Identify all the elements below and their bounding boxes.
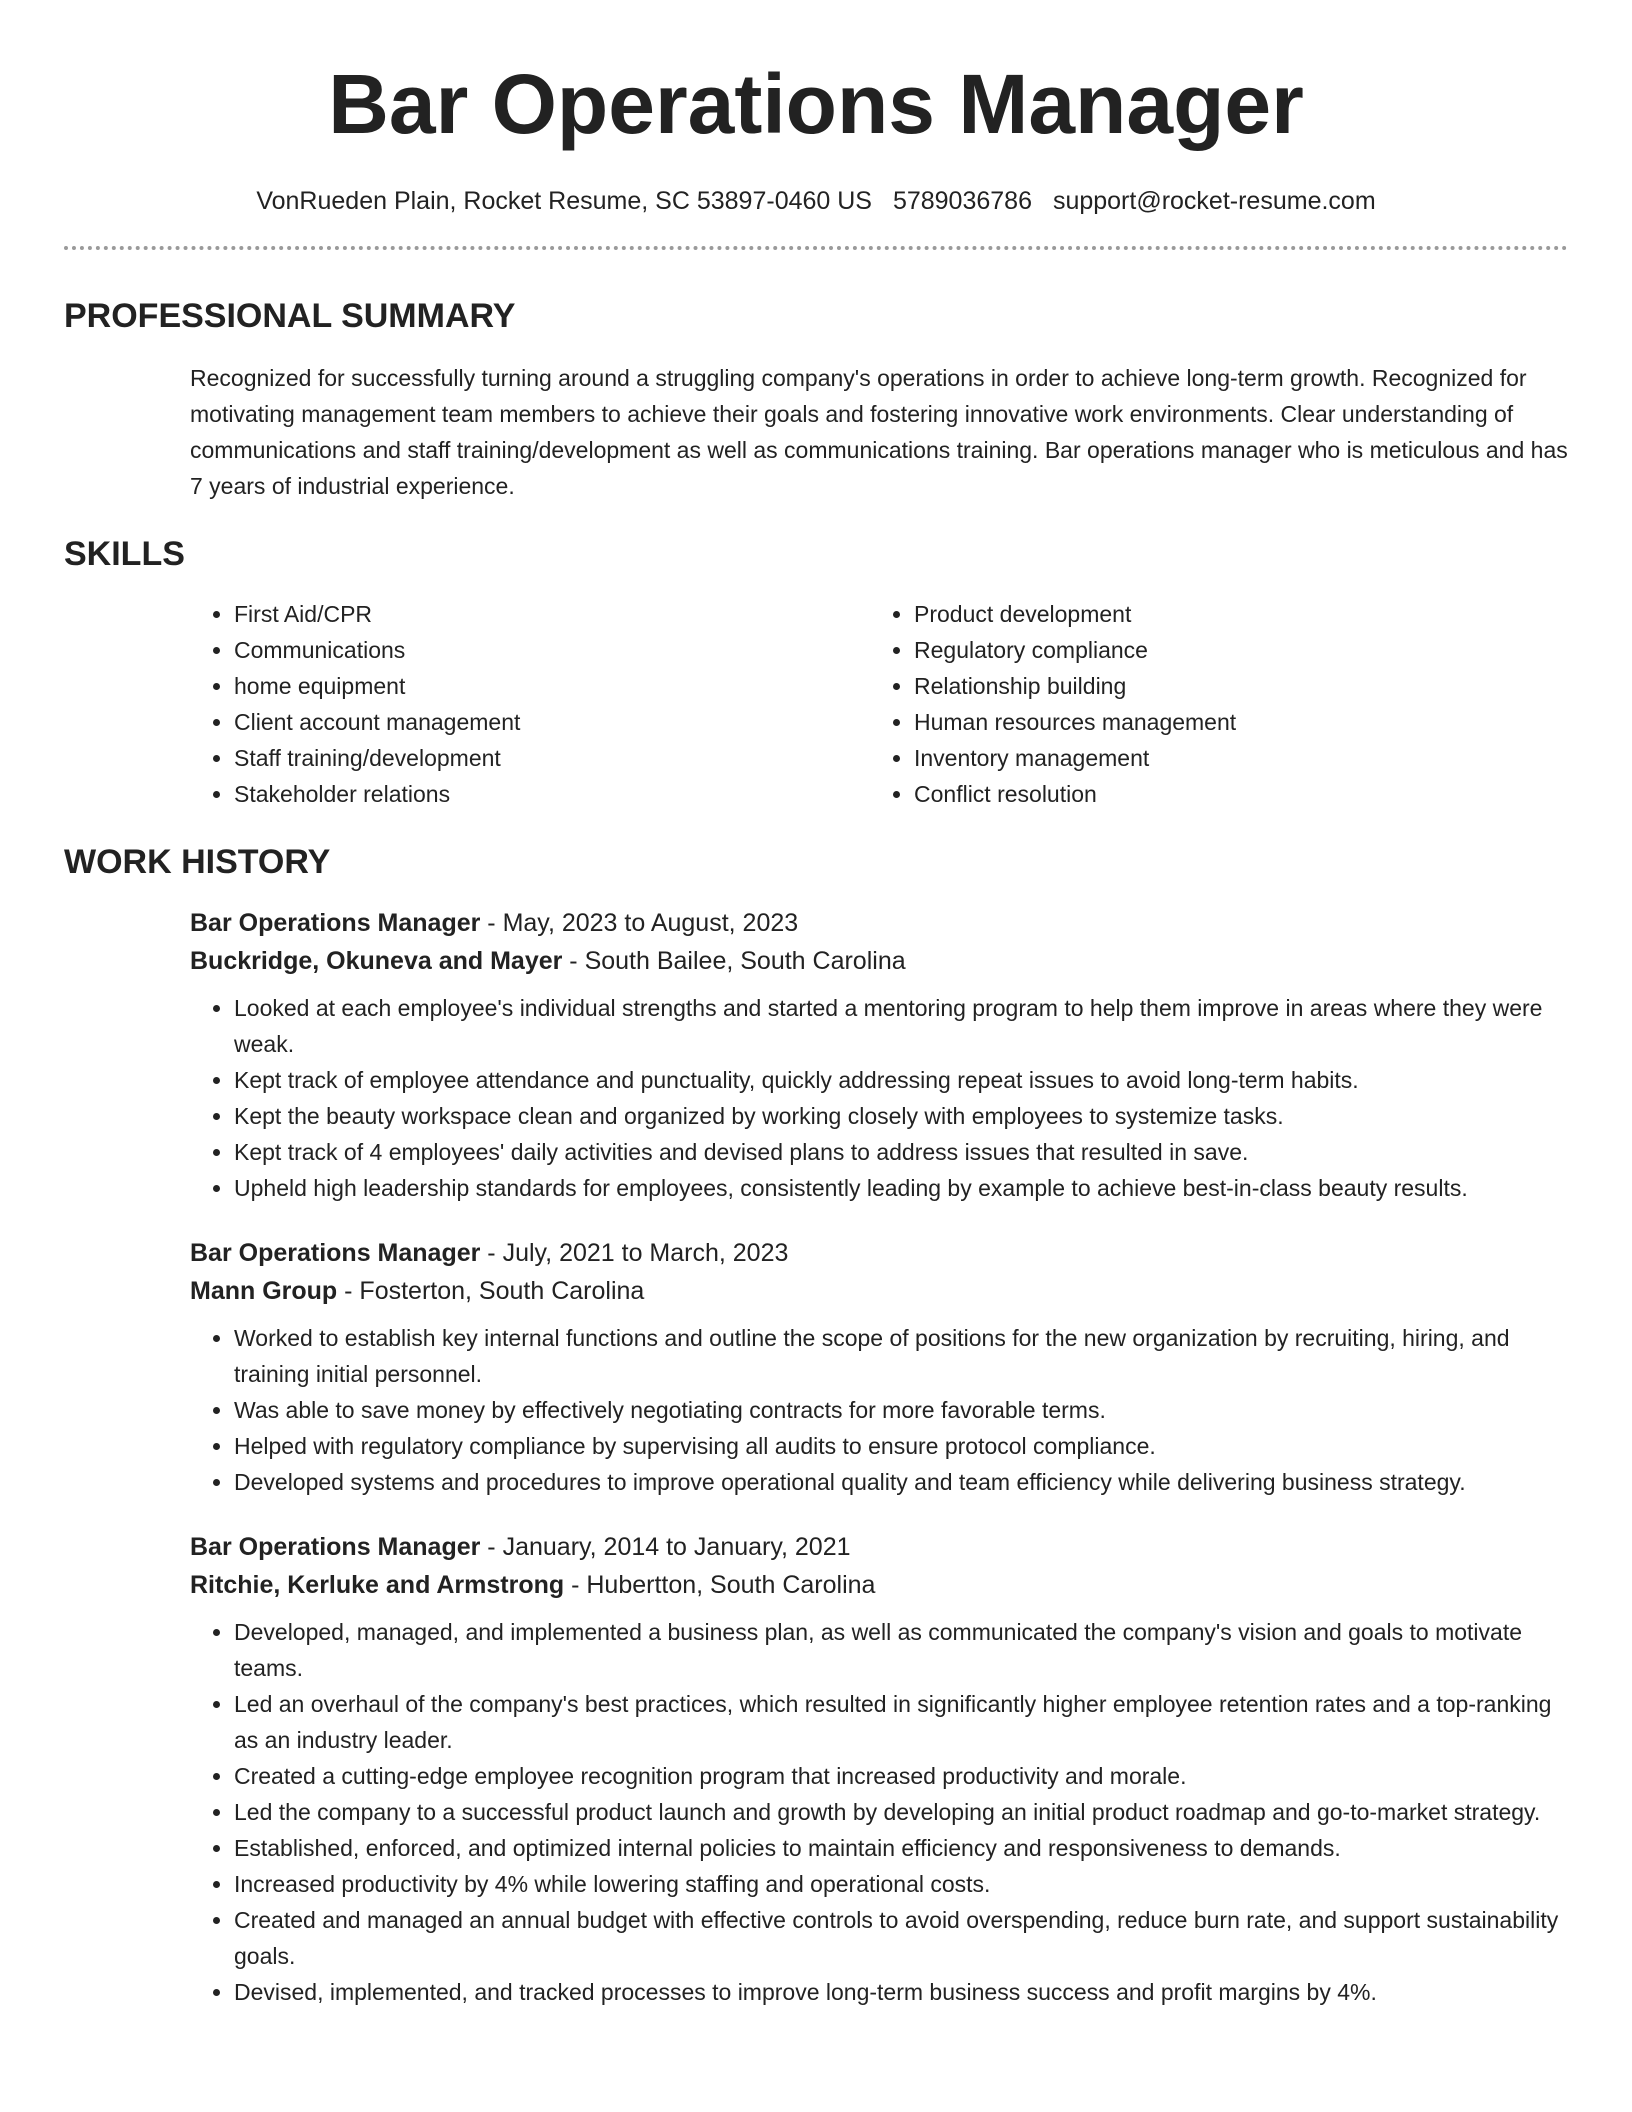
- job-bullet: • Led an overhaul of the company's best practices, which resulted in significantly higher employee retention rates and a top-ranking as an industry leader.: [234, 1686, 1568, 1758]
- job-dates: - May, 2023 to August, 2023: [480, 909, 799, 937]
- job-bullets: [190, 1614, 1568, 2010]
- skill-item: • home equipment: [234, 668, 870, 704]
- job-bullet: • Looked at each employee's individual strengths and started a mentoring program to help them improve in areas where they were weak.: [234, 990, 1568, 1062]
- job-entry: [190, 1528, 1568, 2010]
- skills-title: SKILLS: [64, 535, 185, 573]
- header-divider: [64, 246, 1568, 250]
- job-role: Bar Operations Manager: [190, 909, 481, 937]
- job-company-line: [190, 1566, 1568, 1604]
- job-bullet: • Increased productivity by 4% while lowering staffing and operational costs.: [234, 1866, 1568, 1902]
- contact-line: [64, 184, 1568, 218]
- skills-grid: [190, 596, 1568, 812]
- job-company-line: [190, 942, 1568, 980]
- skill-item: • Communications: [234, 632, 870, 668]
- job-bullets: [190, 1320, 1568, 1500]
- job-location: - South Bailee, South Carolina: [562, 947, 906, 975]
- contact-phone: 5789036786: [892, 187, 1032, 215]
- job-dates: - July, 2021 to March, 2023: [480, 1239, 789, 1267]
- job-role-line: [190, 904, 1568, 942]
- skill-item: • Human resources management: [914, 704, 1550, 740]
- job-bullets: [190, 990, 1568, 1206]
- job-bullet: • Kept the beauty workspace clean and organized by working closely with employees to systemize tasks.: [234, 1098, 1568, 1134]
- resume-name: Bar Operations Manager: [328, 57, 1304, 151]
- job-company: Ritchie, Kerluke and Armstrong: [190, 1571, 565, 1599]
- job-bullet: • Developed systems and procedures to improve operational quality and team efficiency while delivering business strategy.: [234, 1464, 1568, 1500]
- skill-item: • Staff training/development: [234, 740, 870, 776]
- skill-item: • Stakeholder relations: [234, 776, 870, 812]
- job-location: - Hubertton, South Carolina: [564, 1571, 876, 1599]
- job-bullet: • Created a cutting-edge employee recognition program that increased productivity and morale.: [234, 1758, 1568, 1794]
- skills-right-column: [870, 596, 1550, 812]
- job-bullet: • Established, enforced, and optimized internal policies to maintain efficiency and responsiveness to demands.: [234, 1830, 1568, 1866]
- skill-item: • Inventory management: [914, 740, 1550, 776]
- job-company: Buckridge, Okuneva and Mayer: [190, 947, 563, 975]
- job-bullet: • Devised, implemented, and tracked processes to improve long-term business success and profit margins by 4%.: [234, 1974, 1568, 2010]
- skills-left-column: [190, 596, 870, 812]
- job-bullet: • Was able to save money by effectively negotiating contracts for more favorable terms.: [234, 1392, 1568, 1428]
- job-bullet: • Worked to establish key internal functions and outline the scope of positions for the new organization by recruiting, hiring, and training initial personnel.: [234, 1320, 1568, 1392]
- job-bullet: • Created and managed an annual budget with effective controls to avoid overspending, reduce burn rate, and support sustainability goals.: [234, 1902, 1568, 1974]
- job-role-line: [190, 1234, 1568, 1272]
- job-company: Mann Group: [190, 1277, 338, 1305]
- job-bullet: • Kept track of 4 employees' daily activities and devised plans to address issues that resulted in save.: [234, 1134, 1568, 1170]
- contact-email: support@rocket-resume.com: [1052, 187, 1376, 215]
- summary-title: PROFESSIONAL SUMMARY: [64, 297, 516, 335]
- job-entry: [190, 904, 1568, 1206]
- skill-item: • Relationship building: [914, 668, 1550, 704]
- job-role: Bar Operations Manager: [190, 1239, 481, 1267]
- skill-item: • Product development: [914, 596, 1550, 632]
- job-entry: [190, 1234, 1568, 1500]
- job-company-line: [190, 1272, 1568, 1310]
- skill-item: • Conflict resolution: [914, 776, 1550, 812]
- job-dates: - January, 2014 to January, 2021: [480, 1533, 851, 1561]
- skill-item: • Client account management: [234, 704, 870, 740]
- job-bullet: • Kept track of employee attendance and punctuality, quickly addressing repeat issues to avoid long-term habits.: [234, 1062, 1568, 1098]
- job-bullet: • Developed, managed, and implemented a business plan, as well as communicated the company's vision and goals to motivate teams.: [234, 1614, 1568, 1686]
- job-bullet: • Led the company to a successful product launch and growth by developing an initial product roadmap and go-to-market strategy.: [234, 1794, 1568, 1830]
- job-location: - Fosterton, South Carolina: [337, 1277, 645, 1305]
- contact-address: VonRueden Plain, Rocket Resume, SC 53897-0460 US: [256, 187, 872, 215]
- work-history-title: WORK HISTORY: [64, 843, 331, 881]
- job-bullet: • Helped with regulatory compliance by supervising all audits to ensure protocol compliance.: [234, 1428, 1568, 1464]
- job-role: Bar Operations Manager: [190, 1533, 481, 1561]
- summary-text: Recognized for successfully turning around a struggling company's operations in order to achieve long-term growth. Recognized for motivating management team members to achieve their goals and fostering innovative work environments. Clear understanding of communications and staff training/development as well as communications training. Bar operations manager who is meticulous and has 7 years of industrial experience.: [190, 365, 1568, 499]
- job-role-line: [190, 1528, 1568, 1566]
- job-bullet: • Upheld high leadership standards for employees, consistently leading by example to achieve best-in-class beauty results.: [234, 1170, 1568, 1206]
- skill-item: • Regulatory compliance: [914, 632, 1550, 668]
- skill-item: • First Aid/CPR: [234, 596, 870, 632]
